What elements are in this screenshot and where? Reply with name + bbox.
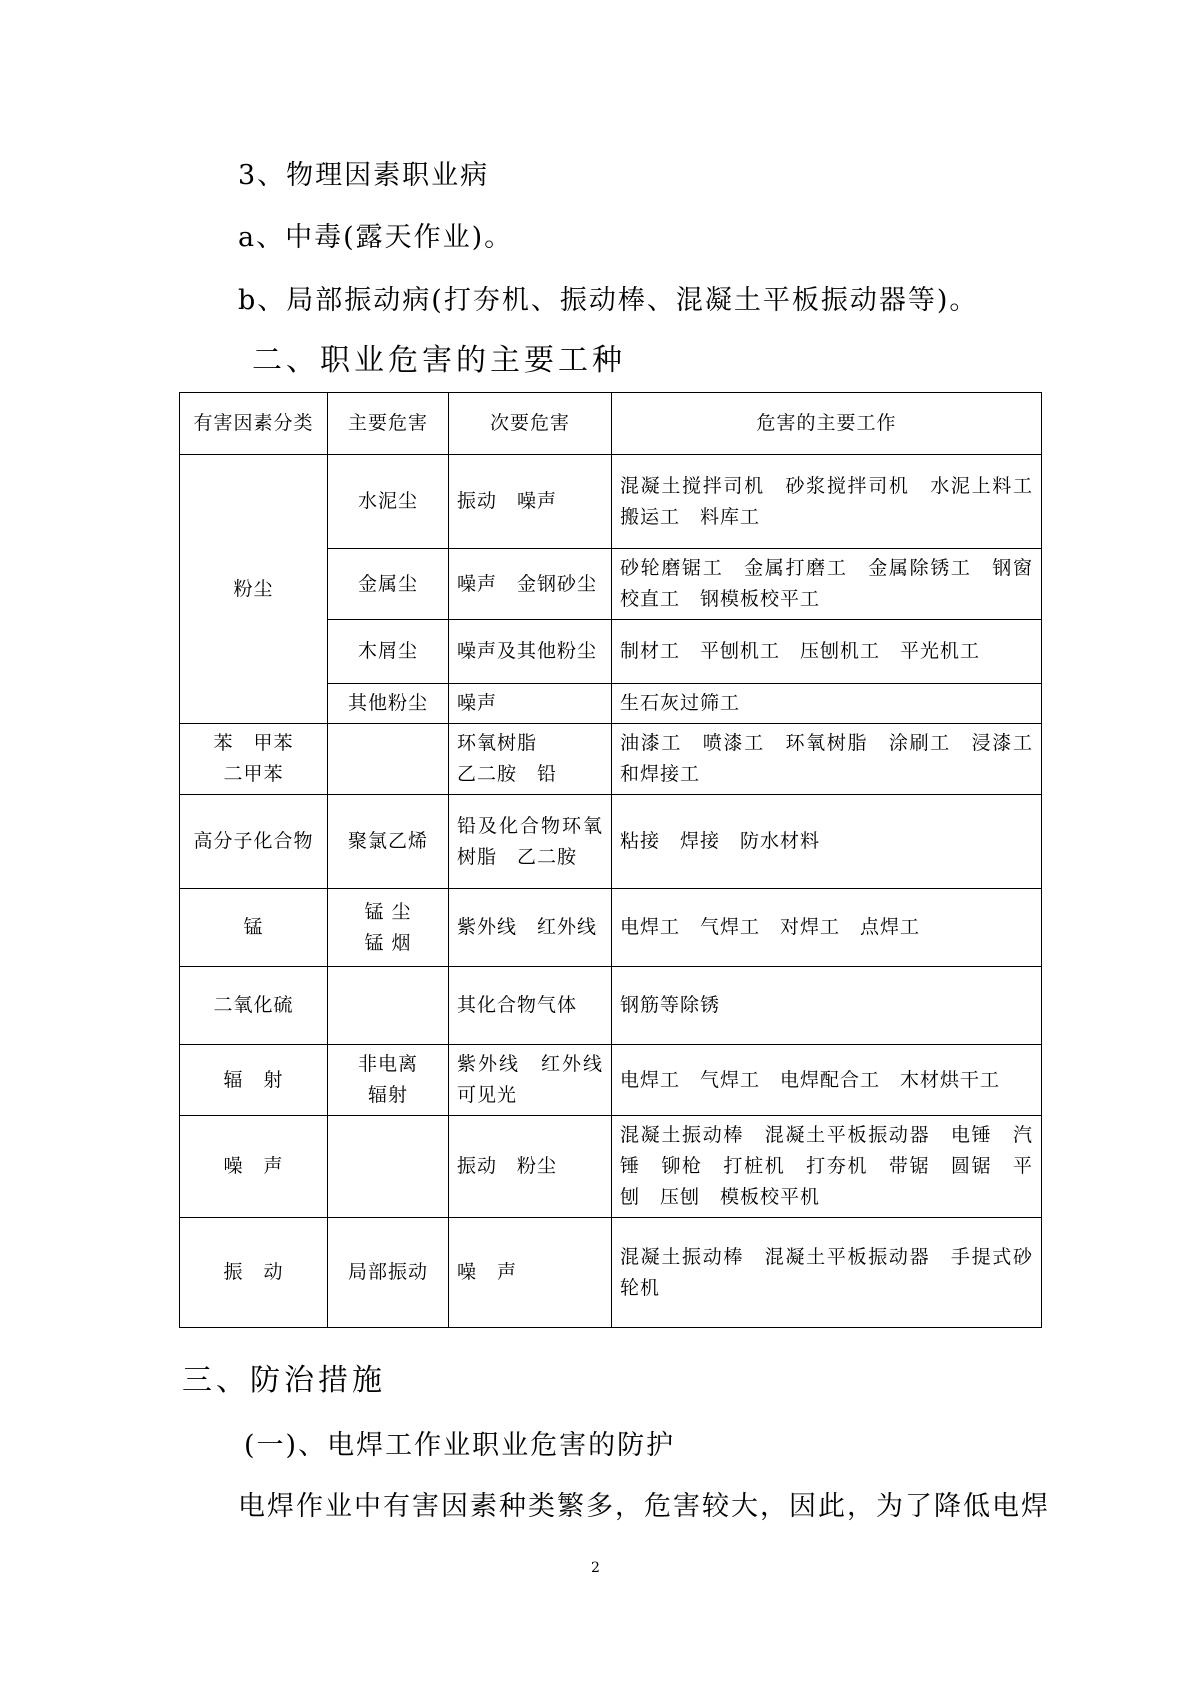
cell-work: 制材工 平刨机工 压刨机工 平光机工: [612, 620, 1042, 684]
paragraph-welding-hazards: 电焊作业中有害因素种类繁多，危害较大，因此，为了降低电焊: [238, 1491, 1050, 1522]
section-heading-prevention: 三、防治措施: [182, 1363, 386, 1398]
cell-category: 苯 甲苯 二甲苯: [180, 724, 328, 795]
cell-secondary: 噪声 金钢砂尘: [449, 549, 612, 620]
cell-secondary: 铅及化合物环氧树脂 乙二胺: [449, 795, 612, 889]
cell-secondary: 噪 声: [449, 1218, 612, 1328]
header-main-work: 危害的主要工作: [612, 393, 1042, 455]
cell-secondary: 振动 噪声: [449, 455, 612, 549]
cell-main: 金属尘: [328, 549, 449, 620]
table-row: [180, 967, 1042, 1045]
cell-main: [328, 967, 449, 1045]
cell-work: 钢筋等除锈: [612, 967, 1042, 1045]
cell-secondary: 紫外线 红外线 可见光: [449, 1045, 612, 1116]
cell-category: 振 动: [180, 1218, 328, 1328]
table-row: [180, 724, 1042, 795]
cell-secondary: 紫外线 红外线: [449, 889, 612, 967]
cell-work: 电焊工 气焊工 对焊工 点焊工: [612, 889, 1042, 967]
cell-work: 粘接 焊接 防水材料: [612, 795, 1042, 889]
cell-work: 混凝土振动棒 混凝土平板振动器 电锤 汽锤 铆枪 打桩机 打夯机 带锯 圆锯 平刨 压刨 模板校平机: [612, 1116, 1042, 1218]
cell-category: 二氧化硫: [180, 967, 328, 1045]
cell-category: 锰: [180, 889, 328, 967]
cell-work: 电焊工 气焊工 电焊配合工 木材烘干工: [612, 1045, 1042, 1116]
paragraph-vibration-disease: b、局部振动病(打夯机、振动棒、混凝土平板振动器等)。: [238, 285, 979, 316]
cell-work: 混凝土搅拌司机 砂浆搅拌司机 水泥上料工 搬运工 料库工: [612, 455, 1042, 549]
table-row: [180, 455, 1042, 549]
header-main-hazard: 主要危害: [328, 393, 449, 455]
cell-secondary: 噪声: [449, 684, 612, 724]
paragraph-poisoning: a、中毒(露天作业)。: [238, 222, 514, 253]
cell-category: 粉尘: [180, 455, 328, 724]
cell-main: [328, 1116, 449, 1218]
cell-work: 砂轮磨锯工 金属打磨工 金属除锈工 钢窗校直工 钢模板校平工: [612, 549, 1042, 620]
cell-work: 生石灰过筛工: [612, 684, 1042, 724]
cell-main: [328, 724, 449, 795]
cell-main: 木屑尘: [328, 620, 449, 684]
cell-work: 油漆工 喷漆工 环氧树脂 涂刷工 浸漆工和焊接工: [612, 724, 1042, 795]
cell-main: 局部振动: [328, 1218, 449, 1328]
cell-secondary: 其化合物气体: [449, 967, 612, 1045]
cell-main: 聚氯乙烯: [328, 795, 449, 889]
table-row: [180, 795, 1042, 889]
table-row: [180, 1116, 1042, 1218]
cell-main: 锰 尘 锰 烟: [328, 889, 449, 967]
hazard-table: [179, 392, 1054, 1328]
cell-work: 混凝土振动棒 混凝土平板振动器 手提式砂轮机: [612, 1218, 1042, 1328]
cell-secondary: 噪声及其他粉尘: [449, 620, 612, 684]
cell-category: 辐 射: [180, 1045, 328, 1116]
table-header-row: [180, 393, 1042, 455]
table-row: [180, 1045, 1042, 1116]
table-row: [180, 889, 1042, 967]
cell-secondary: 振动 粉尘: [449, 1116, 612, 1218]
cell-secondary: 环氧树脂 乙二胺 铅: [449, 724, 612, 795]
header-secondary-hazard: 次要危害: [449, 393, 612, 455]
paragraph-physical-factors: 3、物理因素职业病: [238, 160, 490, 191]
header-category: 有害因素分类: [180, 393, 328, 455]
cell-category: 高分子化合物: [180, 795, 328, 889]
cell-main: 非电离 辐射: [328, 1045, 449, 1116]
table-row: [180, 1218, 1042, 1328]
cell-main: 其他粉尘: [328, 684, 449, 724]
cell-category: 噪 声: [180, 1116, 328, 1218]
page-number: 2: [591, 1560, 600, 1576]
cell-main: 水泥尘: [328, 455, 449, 549]
section-heading-main-jobs: 二、职业危害的主要工种: [252, 343, 626, 378]
subheading-welder-protection: (一)、电焊工作业职业危害的防护: [244, 1430, 676, 1461]
